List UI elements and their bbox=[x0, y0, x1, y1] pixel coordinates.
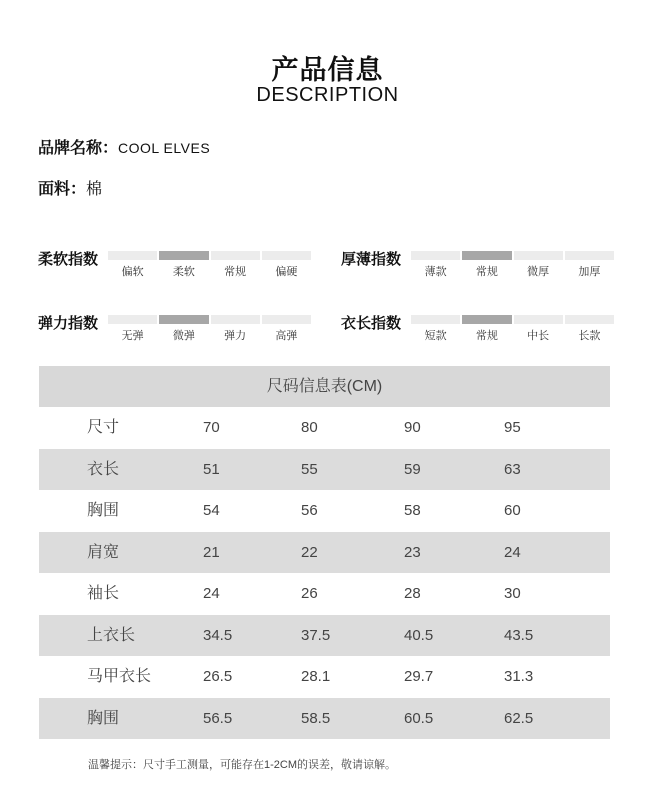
scale-bar bbox=[262, 315, 311, 324]
scale-bar bbox=[211, 251, 260, 260]
scale-segment bbox=[565, 251, 614, 279]
scale-segment bbox=[462, 251, 511, 279]
table-cell: 55 bbox=[301, 460, 318, 478]
scale-option-label: 薄款 bbox=[424, 266, 447, 278]
scale-option-label: 偏硬 bbox=[275, 266, 298, 278]
table-row bbox=[39, 407, 610, 449]
table-cell: 30 bbox=[504, 585, 521, 602]
row-label: 尺寸 bbox=[87, 419, 120, 436]
table-cell: 56.5 bbox=[203, 709, 233, 727]
table-row bbox=[39, 573, 610, 615]
scale-option-label: 弹力 bbox=[224, 330, 247, 342]
table-cell: 26 bbox=[301, 585, 318, 602]
row-label: 肩宽 bbox=[87, 543, 120, 561]
scale-option-label: 无弹 bbox=[121, 330, 144, 342]
table-cell: 56 bbox=[301, 502, 318, 519]
fabric-value: 棉 bbox=[86, 181, 103, 198]
scale-option-label: 加厚 bbox=[578, 266, 601, 278]
row-label: 胸围 bbox=[87, 502, 120, 519]
attribute-scale bbox=[38, 248, 318, 288]
table-cell: 58.5 bbox=[301, 709, 331, 727]
scale-segment bbox=[108, 251, 157, 279]
scale-segment bbox=[211, 315, 260, 343]
measurement-note: 温馨提示：尺寸手工测量，可能存在1-2CM的误差，敬请谅解。 bbox=[88, 759, 397, 771]
row-label: 马甲衣长 bbox=[87, 668, 152, 685]
table-cell: 63 bbox=[504, 460, 521, 478]
table-cell: 22 bbox=[301, 543, 318, 561]
table-row bbox=[39, 449, 610, 491]
table-cell: 59 bbox=[404, 460, 421, 478]
scale-option-label: 常规 bbox=[475, 330, 498, 342]
scale-option-label: 微厚 bbox=[527, 266, 550, 278]
attribute-scale bbox=[341, 248, 621, 288]
table-row bbox=[39, 532, 610, 574]
row-label: 上衣长 bbox=[87, 626, 136, 644]
attribute-name: 衣长指数 bbox=[341, 315, 402, 332]
table-cell: 62.5 bbox=[504, 709, 534, 727]
table-cell: 24 bbox=[203, 585, 220, 602]
scale-option-label: 常规 bbox=[475, 266, 498, 278]
attribute-level-bar bbox=[411, 251, 614, 279]
table-cell: 70 bbox=[203, 419, 220, 436]
scale-segment bbox=[411, 315, 460, 343]
size-table-title: 尺码信息表(CM) bbox=[39, 366, 610, 407]
table-cell: 23 bbox=[404, 543, 421, 561]
attribute-name: 弹力指数 bbox=[38, 315, 99, 332]
fabric-label: 面料： bbox=[38, 181, 87, 198]
attribute-name: 厚薄指数 bbox=[341, 251, 402, 268]
scale-option-label: 偏软 bbox=[121, 266, 144, 278]
table-row bbox=[39, 698, 610, 740]
row-label: 胸围 bbox=[87, 709, 120, 727]
scale-option-label: 中长 bbox=[527, 330, 550, 342]
table-cell: 60.5 bbox=[404, 709, 434, 727]
scale-segment bbox=[211, 251, 260, 279]
scale-option-label: 常规 bbox=[224, 266, 247, 278]
scale-segment bbox=[411, 251, 460, 279]
scale-bar bbox=[411, 315, 460, 324]
table-cell: 34.5 bbox=[203, 626, 233, 644]
table-row bbox=[39, 615, 610, 657]
table-cell: 58 bbox=[404, 502, 421, 519]
scale-bar bbox=[514, 251, 563, 260]
attribute-level-bar bbox=[108, 251, 311, 279]
scale-bar bbox=[462, 315, 511, 324]
table-cell: 24 bbox=[504, 543, 521, 561]
scale-segment bbox=[159, 251, 208, 279]
scale-bar bbox=[565, 251, 614, 260]
scale-bar bbox=[159, 315, 208, 324]
table-cell: 80 bbox=[301, 419, 318, 436]
scale-option-label: 高弹 bbox=[275, 330, 298, 342]
brand-value: COOL ELVES bbox=[118, 140, 211, 156]
table-cell: 60 bbox=[504, 502, 521, 519]
table-cell: 90 bbox=[404, 419, 421, 436]
scale-segment bbox=[514, 315, 563, 343]
brand-info bbox=[38, 135, 210, 158]
scale-segment bbox=[462, 315, 511, 343]
size-table bbox=[39, 366, 610, 739]
scale-bar bbox=[108, 315, 157, 324]
scale-bar bbox=[211, 315, 260, 324]
row-label: 袖长 bbox=[87, 585, 120, 602]
scale-bar bbox=[262, 251, 311, 260]
table-cell: 40.5 bbox=[404, 626, 434, 644]
page-subtitle: DESCRIPTION bbox=[256, 84, 399, 106]
table-cell: 95 bbox=[504, 419, 521, 436]
scale-segment bbox=[262, 251, 311, 279]
scale-option-label: 长款 bbox=[578, 330, 601, 342]
table-cell: 28 bbox=[404, 585, 421, 602]
scale-segment bbox=[514, 251, 563, 279]
attribute-scale bbox=[38, 312, 318, 352]
table-cell: 26.5 bbox=[203, 668, 233, 685]
fabric-info bbox=[38, 176, 103, 199]
scale-segment bbox=[262, 315, 311, 343]
scale-segment bbox=[565, 315, 614, 343]
scale-bar bbox=[462, 251, 511, 260]
table-cell: 28.1 bbox=[301, 668, 331, 685]
attribute-name: 柔软指数 bbox=[38, 251, 99, 268]
attribute-level-bar bbox=[411, 315, 614, 343]
table-cell: 43.5 bbox=[504, 626, 534, 644]
scale-bar bbox=[159, 251, 208, 260]
scale-option-label: 柔软 bbox=[172, 266, 195, 278]
scale-bar bbox=[411, 251, 460, 260]
attribute-level-bar bbox=[108, 315, 311, 343]
table-cell: 31.3 bbox=[504, 668, 534, 685]
scale-segment bbox=[159, 315, 208, 343]
table-cell: 29.7 bbox=[404, 668, 434, 685]
table-cell: 54 bbox=[203, 502, 220, 519]
brand-label: 品牌名称： bbox=[38, 140, 119, 157]
row-label: 衣长 bbox=[87, 460, 120, 478]
attribute-scale bbox=[341, 312, 621, 352]
scale-option-label: 微弹 bbox=[172, 330, 195, 342]
table-cell: 21 bbox=[203, 543, 220, 561]
table-cell: 51 bbox=[203, 460, 220, 478]
scale-segment bbox=[108, 315, 157, 343]
scale-bar bbox=[565, 315, 614, 324]
scale-bar bbox=[514, 315, 563, 324]
table-row bbox=[39, 656, 610, 698]
scale-option-label: 短款 bbox=[424, 330, 447, 342]
table-row bbox=[39, 490, 610, 532]
page-title: 产品信息 bbox=[271, 55, 384, 85]
table-cell: 37.5 bbox=[301, 626, 331, 644]
scale-bar bbox=[108, 251, 157, 260]
